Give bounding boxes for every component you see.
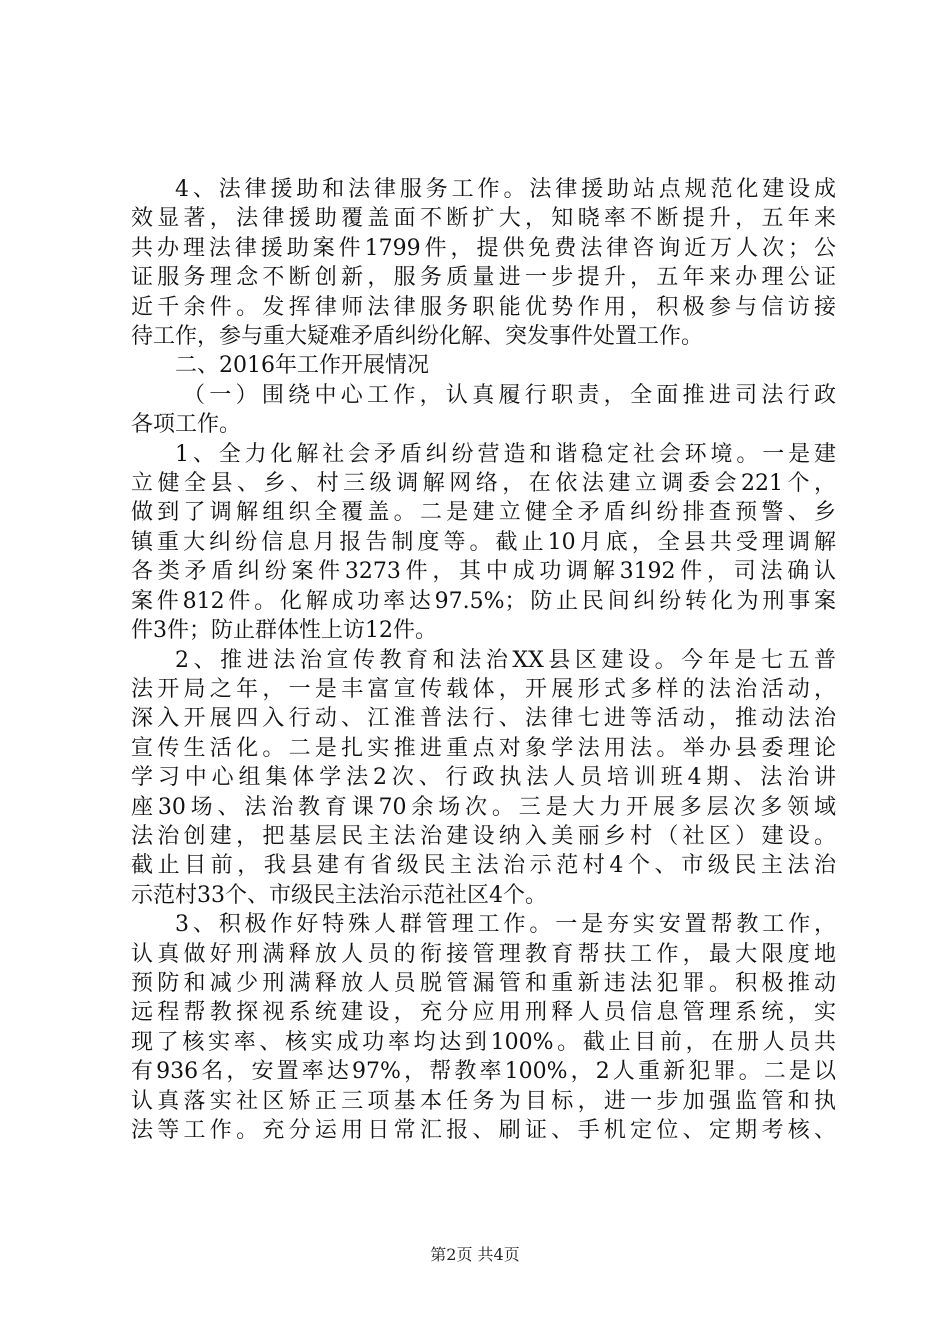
paragraph-line: 镇重大纠纷信息月报告制度等。截止10月底，全县共受理调解 <box>131 529 836 555</box>
paragraph-line: 示范村33个、市级民主法治示范社区4个。 <box>131 882 547 908</box>
paragraph-line: 有936名，安置率达97%，帮教率100%，2人重新犯罪。二是以 <box>131 1059 836 1085</box>
paragraph-line: 截止目前，我县建有省级民主法治示范村4个、市级民主法治 <box>131 853 836 879</box>
paragraph-line: 现了核实率、核实成功率均达到100%。截止目前，在册人员共 <box>131 1029 836 1055</box>
section-heading: 二、2016年工作开展情况 <box>175 353 429 379</box>
paragraph-line: 深入开展四入行动、江淮普法行、法律七进等活动，推动法治 <box>131 706 836 732</box>
paragraph-line: 效显著，法律援助覆盖面不断扩大，知晓率不断提升，五年来 <box>131 206 836 232</box>
paragraph-line: 4、法律援助和法律服务工作。法律援助站点规范化建设成 <box>175 177 836 202</box>
paragraph-line: 座30场、法治教育课70余场次。三是大力开展多层次多领域 <box>131 794 836 820</box>
paragraph-line: 预防和减少刑满释放人员脱管漏管和重新违法犯罪。积极推动 <box>131 970 836 996</box>
paragraph-line: 学习中心组集体学法2次、行政执法人员培训班4期、法治讲 <box>131 765 836 791</box>
paragraph-line: 共办理法律援助案件1799件，提供免费法律咨询近万人次；公 <box>131 235 836 261</box>
paragraph-line: 案件812件。化解成功率达97.5%；防止民间纠纷转化为刑事案 <box>131 588 836 614</box>
paragraph-line: 宣传生活化。二是扎实推进重点对象学法用法。举办县委理论 <box>131 735 836 761</box>
page-number-footer: 第2页 共4页 <box>430 1245 520 1264</box>
paragraph-line: 认真做好刑满释放人员的衔接管理教育帮扶工作，最大限度地 <box>131 941 836 967</box>
document-body <box>131 175 836 1145</box>
subsection-heading: （一）围绕中心工作，认真履行职责，全面推进司法行政 <box>183 382 836 408</box>
paragraph-line: 做到了调解组织全覆盖。二是建立健全矛盾纠纷排查预警、乡 <box>131 500 836 526</box>
paragraph-line: 认真落实社区矫正三项基本任务为目标，进一步加强监管和执 <box>131 1088 836 1114</box>
paragraph-line: 近千余件。发挥律师法律服务职能优势作用，积极参与信访接 <box>131 294 836 320</box>
paragraph-line: 法治创建，把基层民主法治建设纳入美丽乡村（社区）建设。 <box>131 823 836 849</box>
paragraph-line: 远程帮教探视系统建设，充分应用刑释人员信息管理系统，实 <box>131 1000 836 1026</box>
paragraph-line: 法等工作。充分运用日常汇报、刷证、手机定位、定期考核、 <box>131 1118 836 1143</box>
paragraph-line: 件3件；防止群体性上访12件。 <box>131 618 437 644</box>
paragraph-line: 各类矛盾纠纷案件3273件，其中成功调解3192件，司法确认 <box>131 559 836 585</box>
paragraph-line: 立健全县、乡、村三级调解网络，在依法建立调委会221个， <box>131 471 836 497</box>
paragraph-line: 证服务理念不断创新，服务质量进一步提升，五年来办理公证 <box>131 265 836 291</box>
paragraph-line: 法开局之年，一是丰富宣传载体，开展形式多样的法治活动， <box>131 676 836 702</box>
paragraph-line: 2、推进法治宣传教育和法治XX县区建设。今年是七五普 <box>175 647 836 673</box>
paragraph-line: 3、积极作好特殊人群管理工作。一是夯实安置帮教工作， <box>175 912 836 938</box>
paragraph-line: 1、全力化解社会矛盾纠纷营造和谐稳定社会环境。一是建 <box>175 441 836 467</box>
paragraph-line: 待工作，参与重大疑难矛盾纠纷化解、突发事件处置工作。 <box>131 324 704 350</box>
subsection-heading: 各项工作。 <box>131 412 242 438</box>
